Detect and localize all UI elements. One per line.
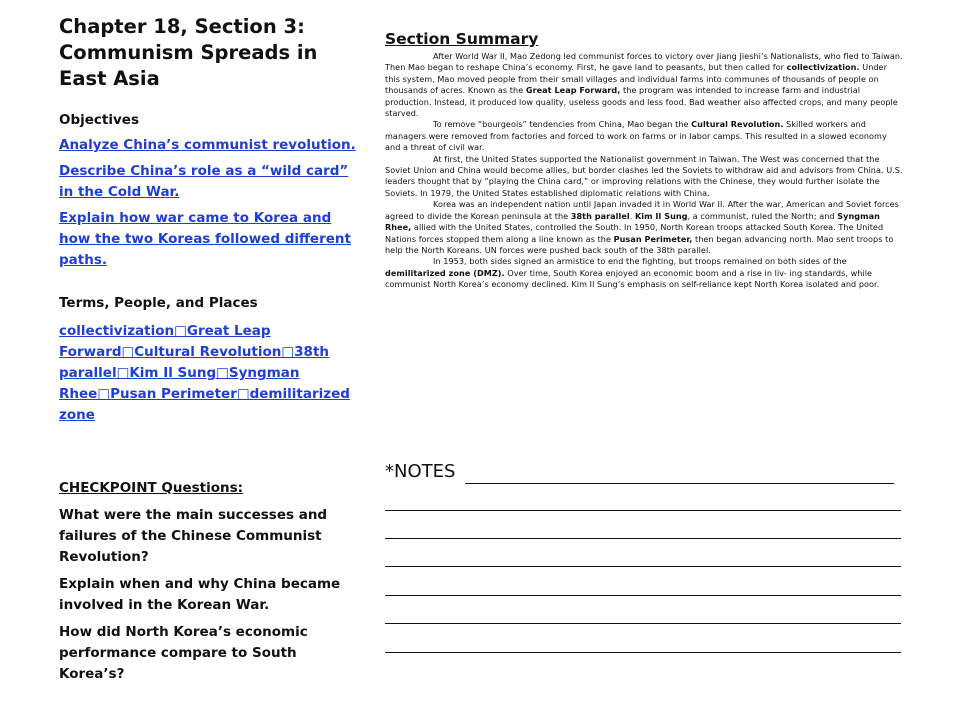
section-summary bbox=[385, 30, 903, 291]
checkpoint-question-1: What were the main successes and failures of the Chinese Communist Revolution? bbox=[59, 507, 328, 565]
page-title: Chapter 18, Section 3: Communism Spreads in East Asia bbox=[59, 15, 318, 90]
notes-line-first bbox=[465, 483, 894, 484]
notes-line bbox=[385, 595, 901, 596]
terms-link[interactable]: collectivization□Great Leap Forward□Cultural Revolution□38th parallel□Kim Il Sung□Syngman Rhee□Pusan Perimeter□demilitarized zone bbox=[59, 323, 350, 423]
terms-label: Terms, People, and Places bbox=[59, 295, 258, 311]
checkpoint-question-2: Explain when and why China became involved in the Korean War. bbox=[59, 576, 341, 613]
objective-link-3[interactable]: Explain how war came to Korea and how the two Koreas followed different paths. bbox=[59, 210, 351, 268]
checkpoint-label: CHECKPOINT Questions: bbox=[59, 480, 244, 496]
objectives-label: Objectives bbox=[59, 112, 139, 128]
notes-label: *NOTES bbox=[385, 461, 456, 482]
notes-line bbox=[385, 538, 901, 539]
notes-line bbox=[385, 652, 901, 653]
notes-line bbox=[385, 510, 901, 511]
left-column bbox=[59, 14, 359, 685]
objectives-list bbox=[59, 135, 359, 271]
summary-paragraph-4: Korea was an independent nation until Japan invaded it in World War II. After the war, American and Soviet forces agreed to divide the Korean peninsula at the 38th parallel. Kim Il Sung, a communist, ruled the North; and Syngman Rhee, allied with the United States, controlled the South. In 1950, North Korean troops attacked South Korea. The United Nations forces stopped them along a line known as the Pusan Perimeter, then began advancing north. Mao sent troops to help the North Koreans. UN forces were pushed back south of the 38th parallel. bbox=[385, 199, 899, 255]
summary-paragraph-3: At first, the United States supported the Nationalist government in Taiwan. The West was concerned that the Soviet Union and China would become allies, but border clashes led the Soviets to withdraw aid and advisors from China. U.S. leaders thought that by “playing the China card,” or improving relations with the Chinese, they would further isolate the Soviets. In 1979, the United States established diplomatic relations with China. bbox=[385, 153, 903, 198]
summary-paragraph-2: To remove “bourgeois” tendencies from China, Mao began the Cultural Revolution. Skilled workers and managers were removed from factories and forced to work on farms or in labor camps. This resulted in a slowed economy and a threat of civil war. bbox=[385, 119, 887, 153]
summary-paragraph-5: In 1953, both sides signed an armistice to end the fighting, but troops remained on both sides of the demilitarized zone (DMZ). Over time, South Korea enjoyed an economic boom and a rise in liv- ing standards, while communist North Korea’s economy declined. Kim Il Sung’s emphasis on self-reliance kept North Korea isolated and poor. bbox=[385, 256, 880, 290]
objective-link-2[interactable]: Describe China’s role as a “wild card” in the Cold War. bbox=[59, 163, 349, 200]
checkpoint-question-3: How did North Korea’s economic performance compare to South Korea’s? bbox=[59, 624, 308, 682]
summary-paragraph-1: After World War II, Mao Zedong led communist forces to victory over Jiang Jieshi’s Nationalists, who fled to Taiwan. Then Mao began to reshape China’s economy. First, he gave land to peasants, but then called for collectivization. Under this system, Mao moved people from their small villages and individual farms into communes of thousands of people on thousands of acres. Known as the Great Leap Forward, the program was intended to increase farm and industrial production. Instead, it produced low quality, useless goods and less food. Bad weather also affected crops, and many people starved. bbox=[385, 51, 903, 119]
notes-line bbox=[385, 623, 901, 624]
notes-line bbox=[385, 566, 901, 567]
summary-heading: Section Summary bbox=[385, 30, 539, 48]
objective-link-1[interactable]: Analyze China’s communist revolution. bbox=[59, 137, 356, 153]
